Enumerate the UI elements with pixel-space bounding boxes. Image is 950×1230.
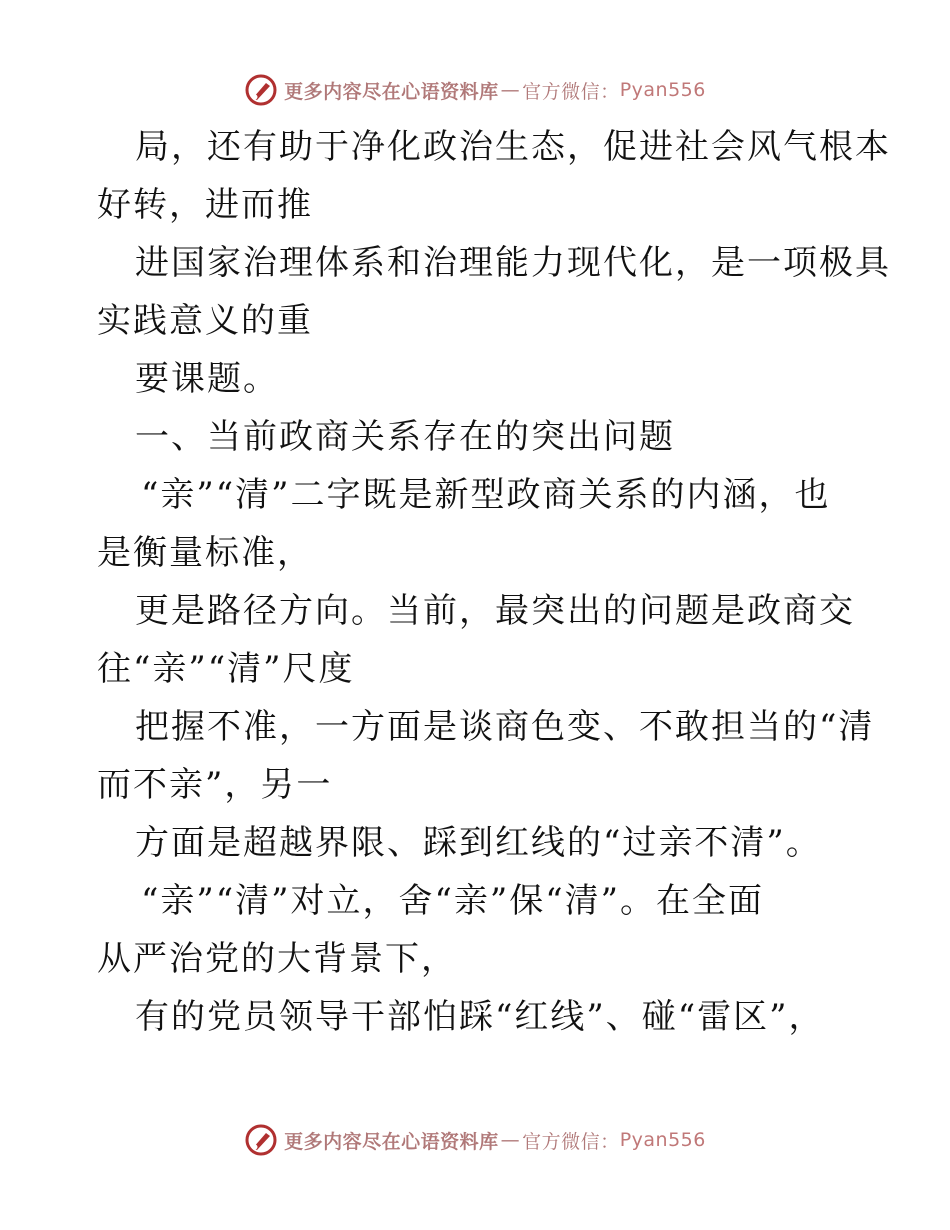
banner-wechat-id: Pyan556: [619, 79, 706, 101]
text-line: 从严治党的大背景下，: [97, 939, 457, 979]
text-line: 方面是超越界限、踩到红线的“过亲不清”。: [135, 823, 822, 863]
header-watermark-banner: [0, 70, 950, 110]
text-line: 要课题。: [135, 359, 279, 399]
text-line: 而不亲”，另一: [97, 765, 333, 805]
text-line: 实践意义的重: [97, 301, 313, 341]
footer-watermark-banner: [0, 1120, 950, 1160]
banner-main-text: 更多内容尽在心语资料库: [284, 1130, 499, 1153]
banner-dash: —: [500, 79, 521, 101]
text-line: 把握不准，一方面是谈商色变、不敢担当的“清: [135, 707, 875, 747]
text-line: 更是路径方向。当前，最突出的问题是政商交: [135, 591, 855, 631]
text-line: 是衡量标准，: [97, 533, 313, 573]
text-line: 局，还有助于净化政治生态，促进社会风气根本: [135, 127, 891, 167]
text-line: 往“亲”“清”尺度: [97, 649, 355, 689]
banner-main-text: 更多内容尽在心语资料库: [284, 80, 499, 103]
text-line: “亲”“清”对立，舍“亲”保“清”。在全面: [141, 881, 765, 921]
pen-logo-icon: [244, 1123, 278, 1157]
text-line: 进国家治理体系和治理能力现代化，是一项极具: [135, 243, 891, 283]
banner-dash: —: [500, 1129, 521, 1151]
text-line: 好转，进而推: [97, 185, 313, 225]
text-line: “亲”“清”二字既是新型政商关系的内涵，也: [141, 475, 831, 515]
section-heading: 一、当前政商关系存在的突出问题: [135, 417, 675, 457]
pen-logo-icon: [244, 73, 278, 107]
text-line: 有的党员领导干部怕踩“红线”、碰“雷区”，: [135, 997, 825, 1037]
banner-wechat-label: 官方微信：: [522, 1130, 620, 1153]
banner-wechat-label: 官方微信：: [522, 80, 620, 103]
banner-wechat-id: Pyan556: [619, 1129, 706, 1151]
document-body: [97, 118, 891, 1046]
